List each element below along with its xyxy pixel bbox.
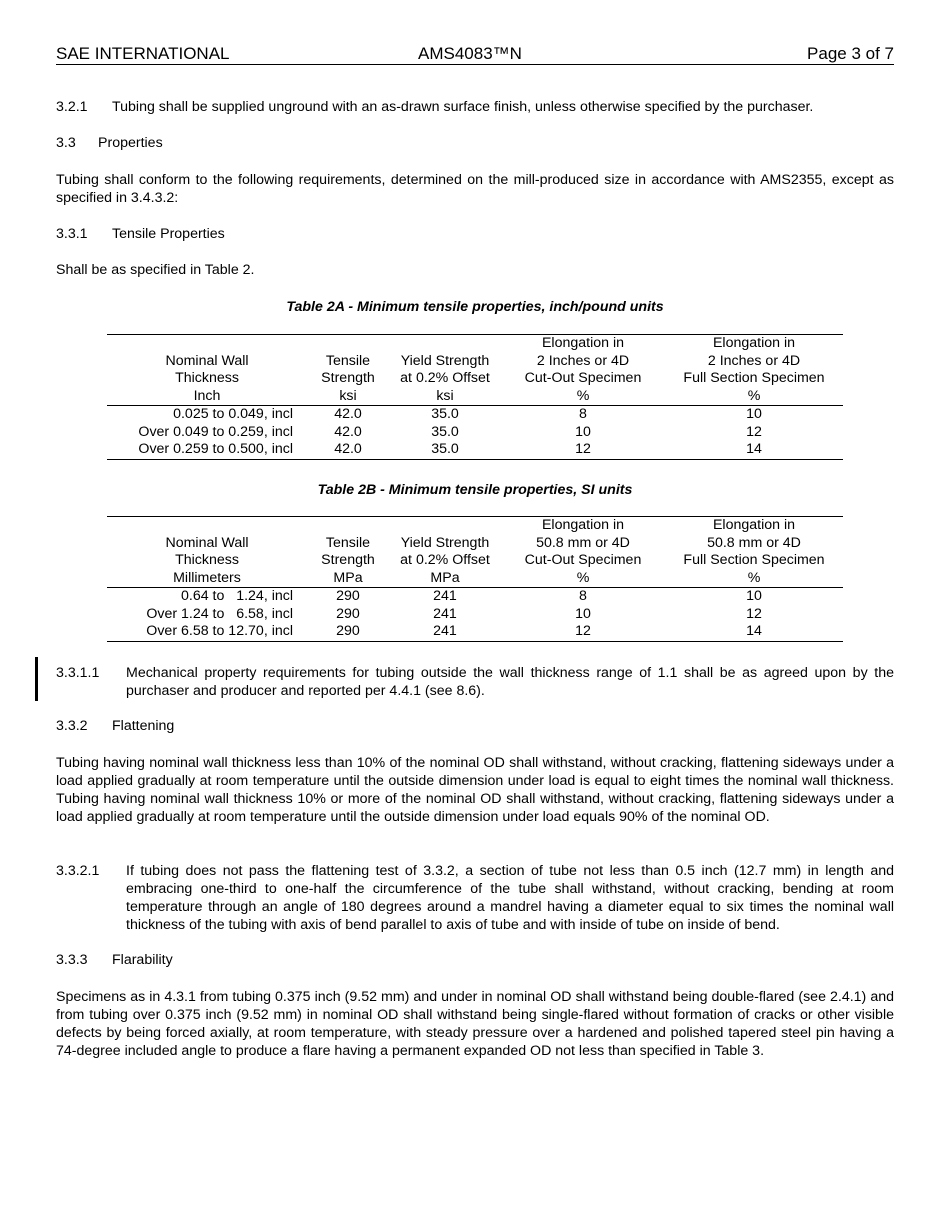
- page-header: [56, 44, 894, 65]
- table-2a: [107, 334, 843, 460]
- table-cell: 12: [501, 623, 665, 641]
- column-header-elongation-cutout: Elongation in 2 Inches or 4D Cut-Out Specimen %: [501, 335, 665, 406]
- column-header-elongation-full-section: Elongation in 50.8 mm or 4D Full Section Specimen %: [665, 517, 843, 588]
- section-text: Tubing shall be supplied unground with an as-drawn surface finish, unless otherwise specified by the purchaser.: [112, 99, 814, 115]
- column-header-elongation-full-section: Elongation in 2 Inches or 4D Full Section Specimen %: [665, 335, 843, 406]
- table-row: [107, 406, 843, 424]
- section-number: 3.3.2: [56, 718, 88, 734]
- revision-change-bar: [35, 657, 38, 701]
- section-3-3-1-1-text: Mechanical property requirements for tubing outside the wall thickness range of 1.1 shall be as agreed upon by the purchaser and producer and reported per 4.4.1 (see 8.6).: [126, 665, 894, 699]
- table-cell: 42.0: [334, 406, 362, 422]
- section-3-3-paragraph: Tubing shall conform to the following requirements, determined on the mill-produced size in accordance with AMS2355, except as specified in 3.4.3.2:: [56, 172, 894, 206]
- table-cell: 0.025 to 0.049, incl: [173, 406, 293, 422]
- table-row: [107, 424, 843, 442]
- column-header-yield-strength: Yield Strength at 0.2% Offset ksi: [389, 335, 501, 406]
- column-header-tensile-strength: Tensile Strength MPa: [307, 517, 389, 588]
- column-header-elongation-cutout: Elongation in 50.8 mm or 4D Cut-Out Specimen %: [501, 517, 665, 588]
- column-header-tensile-strength: Tensile Strength ksi: [307, 335, 389, 406]
- table-cell: 42.0: [307, 441, 389, 459]
- section-3-3-2-1-text: If tubing does not pass the flattening test of 3.3.2, a section of tube not less than 0.5 inch (12.7 mm) in length and embracing one-third to one-half the circumference of the tube shall withstand, without cracking, bending at room temperature through an angle of 180 degrees around a mandrel having a diameter equal to six times the nominal wall thickness of the tubing with axis of bend parallel to axis of tube and with inside of tube on inside of bend.: [126, 863, 894, 933]
- table-cell: 8: [579, 588, 587, 604]
- table-cell: 42.0: [334, 423, 362, 440]
- table-row: [107, 606, 843, 624]
- section-3-3-1-1-number: 3.3.1.1: [56, 665, 100, 681]
- table-cell: Over 1.24 to 6.58, incl: [146, 605, 293, 622]
- column-header-yield-strength: Yield Strength at 0.2% Offset MPa: [389, 517, 501, 588]
- section-number: 3.3: [56, 135, 76, 151]
- table-cell: 290: [307, 623, 389, 641]
- table-row: [107, 623, 843, 641]
- table-cell: 35.0: [431, 406, 459, 422]
- table-cell: 8: [579, 406, 587, 422]
- section-number: 3.2.1: [56, 99, 88, 115]
- section-3-3-1-paragraph: Shall be as specified in Table 2.: [56, 262, 255, 278]
- table-2b-caption: Table 2B - Minimum tensile properties, SI units: [317, 482, 633, 498]
- table-cell: 14: [665, 441, 843, 459]
- table-cell: 241: [389, 623, 501, 641]
- header-document-id: AMS4083™N: [418, 44, 522, 63]
- section-3-3-3-paragraph: Specimens as in 4.3.1 from tubing 0.375 inch (9.52 mm) and under in nominal OD shall withstand being double-flared (see 2.4.1) and from tubing over 0.375 inch (9.52 mm) in nominal OD shall withstand being single-flared without formation of cracks or other visible defects by being forced axially, at room temperature, with steady pressure over a hardened and polished tapered steel pin having a 74-degree included angle to produce a flare having a permanent expanded OD not less than specified in Table 3.: [56, 989, 894, 1059]
- table-2a-caption: Table 2A - Minimum tensile properties, inch/pound units: [286, 299, 664, 315]
- table-cell: 35.0: [389, 441, 501, 459]
- header-organization: SAE INTERNATIONAL: [56, 44, 230, 63]
- section-3-2-1: [56, 98, 813, 116]
- section-title: Flattening: [112, 718, 175, 734]
- table-cell: Over 0.259 to 0.500, incl: [107, 441, 307, 459]
- section-number: 3.3.3: [56, 952, 88, 968]
- table-cell: 10: [575, 423, 591, 440]
- section-3-3-heading: [56, 134, 163, 152]
- column-header-nominal-wall: Nominal Wall Thickness Inch: [107, 335, 307, 406]
- section-title: Flarability: [112, 952, 173, 968]
- table-2b: [107, 516, 843, 642]
- table-cell: Over 6.58 to 12.70, incl: [107, 623, 307, 641]
- section-3-3-2-paragraph: Tubing having nominal wall thickness less than 10% of the nominal OD shall withstand, without cracking, flattening sideways under a load applied gradually at room temperature until the outside dimension under load is equal to eight times the nominal wall thickness. Tubing having nominal wall thickness 10% or more of the nominal OD shall withstand, without cracking, flattening sideways under a load applied gradually at room temperature until the outside dimension under load equals 90% of the nominal OD.: [56, 755, 894, 825]
- table-cell: 10: [746, 406, 762, 422]
- table-cell: 290: [336, 605, 360, 622]
- table-cell: 12: [746, 605, 762, 622]
- table-cell: 35.0: [431, 423, 459, 440]
- table-row: [107, 588, 843, 606]
- table-cell: 241: [433, 588, 457, 604]
- table-cell: 0.64 to 1.24, incl: [181, 588, 293, 604]
- section-3-3-3-heading: [56, 951, 173, 969]
- table-cell: 290: [336, 588, 360, 604]
- table-cell: Over 0.049 to 0.259, incl: [138, 423, 293, 440]
- table-cell: 241: [433, 605, 457, 622]
- section-title: Properties: [98, 135, 163, 151]
- table-header-row: [107, 335, 843, 406]
- table-cell: 10: [746, 588, 762, 604]
- column-header-nominal-wall: Nominal Wall Thickness Millimeters: [107, 517, 307, 588]
- section-3-3-2-1-number: 3.3.2.1: [56, 863, 100, 879]
- section-3-3-2-heading: [56, 717, 174, 735]
- table-cell: 12: [501, 441, 665, 459]
- table-cell: 10: [575, 605, 591, 622]
- table-header-row: [107, 517, 843, 588]
- table-row: [107, 441, 843, 459]
- section-title: Tensile Properties: [112, 226, 225, 242]
- section-number: 3.3.1: [56, 226, 88, 242]
- table-cell: 12: [746, 423, 762, 440]
- table-cell: 14: [665, 623, 843, 641]
- section-3-3-1-heading: [56, 225, 225, 243]
- header-page-number: Page 3 of 7: [807, 44, 894, 63]
